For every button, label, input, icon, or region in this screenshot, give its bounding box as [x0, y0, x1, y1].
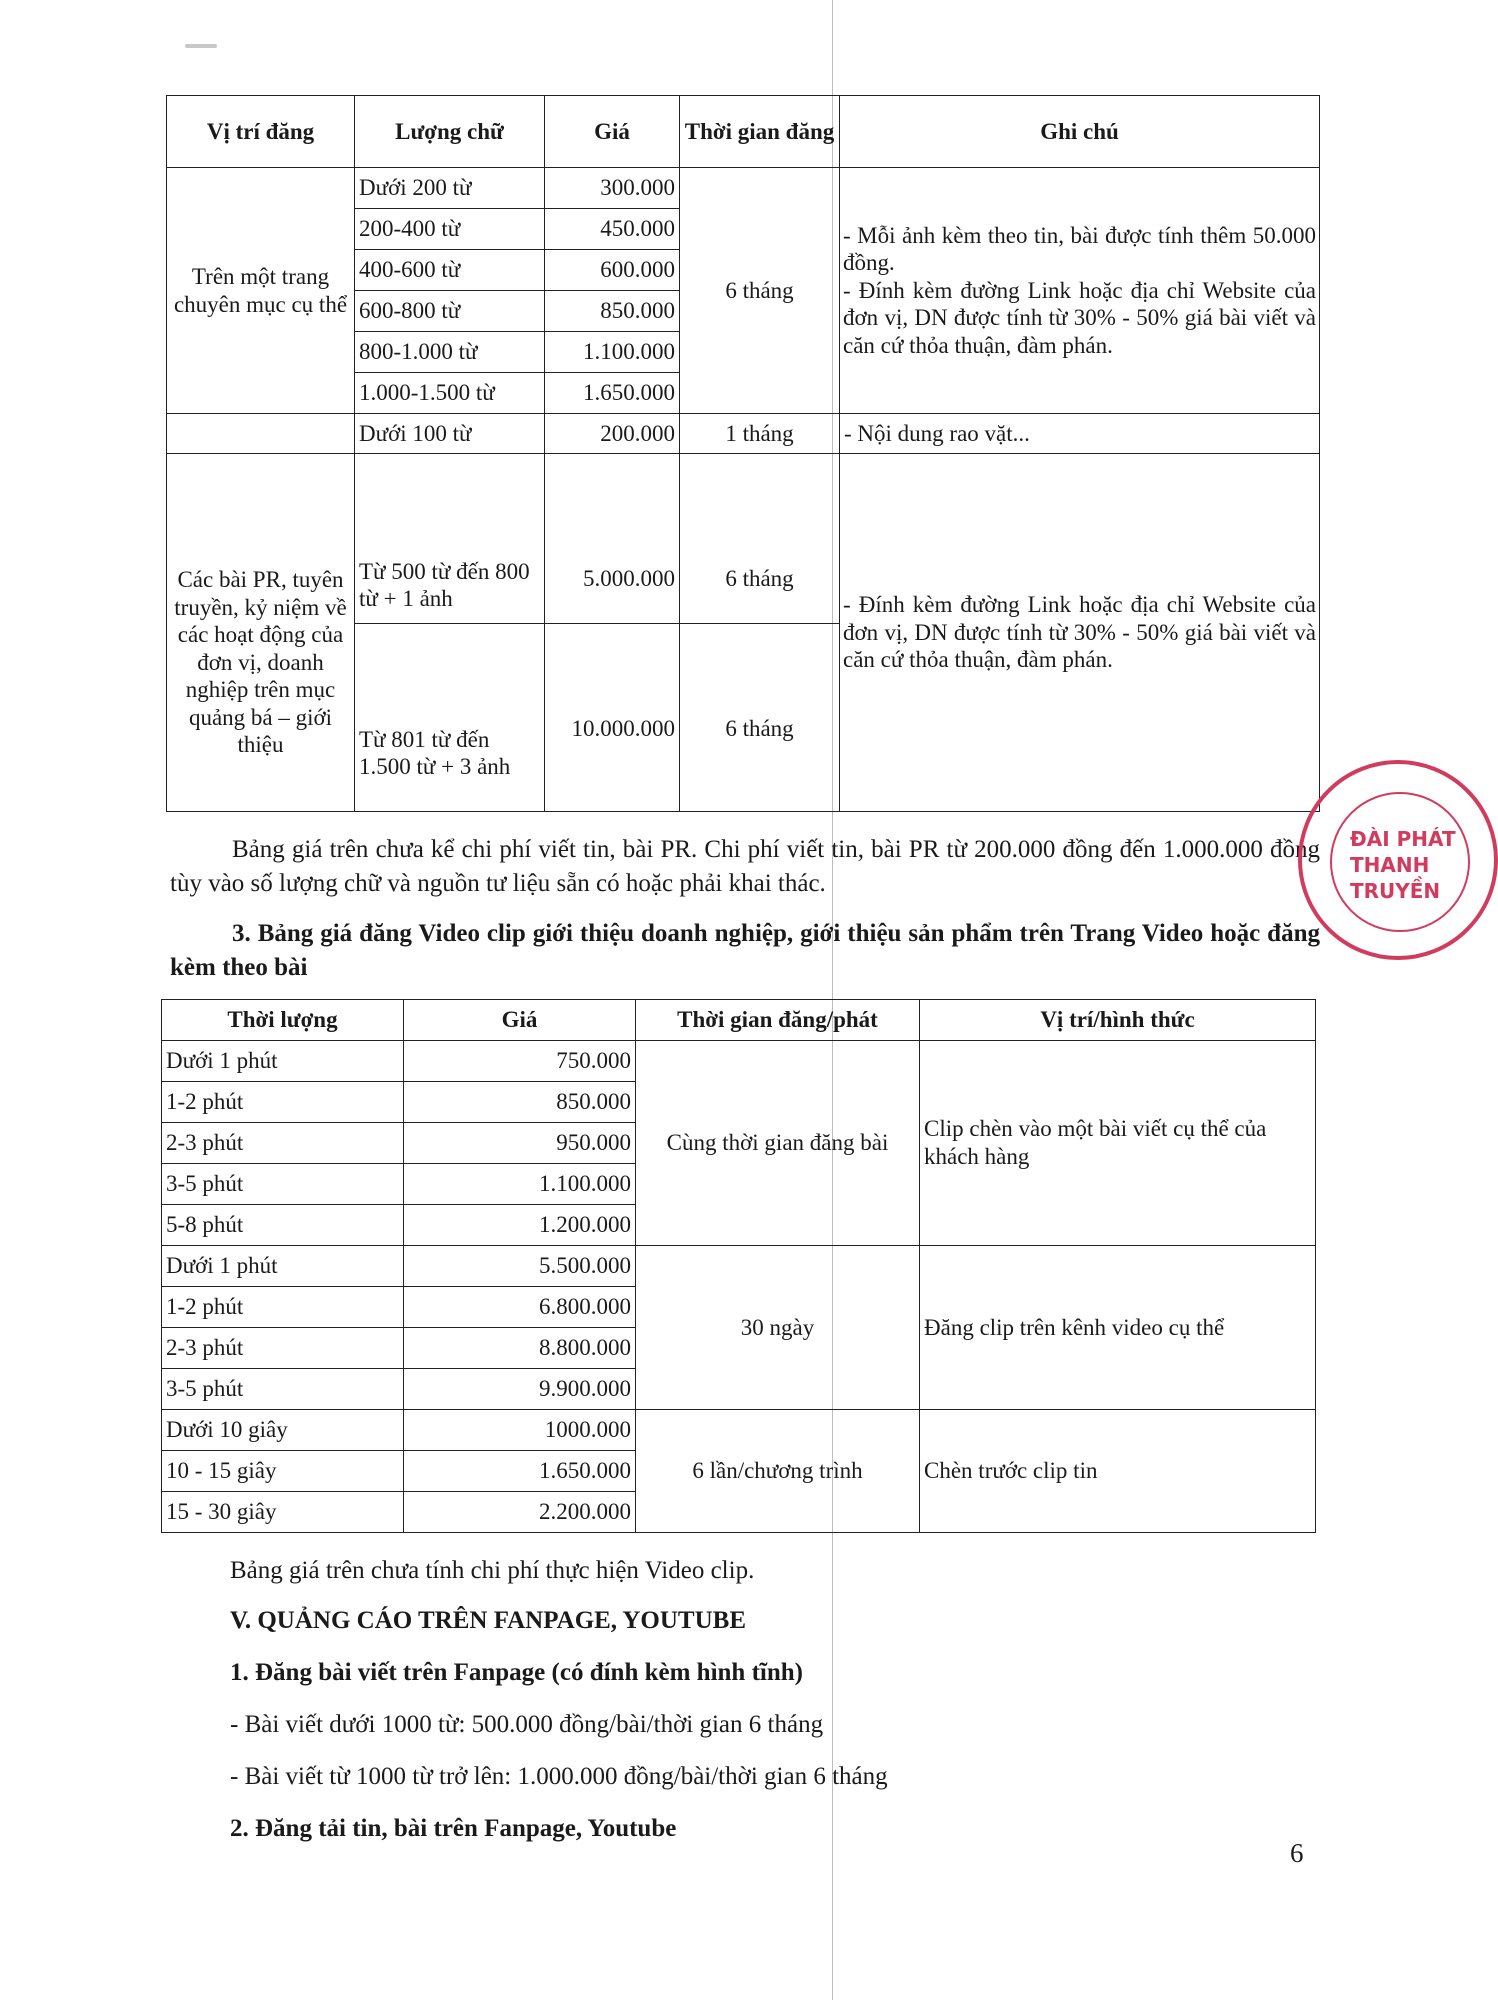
- table-row: [162, 1041, 1316, 1082]
- note-cell: - Nội dung rao vặt...: [840, 414, 1320, 454]
- position-cell: Các bài PR, tuyên truyền, kỷ niệm về các hoạt động của đơn vị, doanh nghiệp trên mục quảng bá – giới thiệu: [167, 454, 355, 812]
- header-note: Ghi chú: [840, 96, 1320, 168]
- header-price: Giá: [404, 1000, 636, 1041]
- price-cell: 8.800.000: [404, 1328, 636, 1369]
- note-cell: - Mỗi ảnh kèm theo tin, bài được tính thêm 50.000 đồng. - Đính kèm đường Link hoặc địa chỉ Website của đơn vị, DN được tính từ 30% - 50% giá bài viết và căn cứ thỏa thuận, đàm phán.: [840, 168, 1320, 414]
- price-cell: 850.000: [404, 1082, 636, 1123]
- price-cell: 950.000: [404, 1123, 636, 1164]
- price-cell: 1.650.000: [404, 1451, 636, 1492]
- header-time: Thời gian đăng/phát: [636, 1000, 920, 1041]
- duration-cell: 15 - 30 giây: [162, 1492, 404, 1533]
- position-cell: Đăng clip trên kênh video cụ thể: [920, 1246, 1316, 1410]
- header-price: Giá: [545, 96, 680, 168]
- duration-cell: 2-3 phút: [162, 1123, 404, 1164]
- table-row: [162, 1246, 1316, 1287]
- pr-price-note: Bảng giá trên chưa kể chi phí viết tin, bài PR. Chi phí viết tin, bài PR từ 200.000 đồng đến 1.000.000 đồng tùy vào số lượng chữ và nguồn tư liệu sẵn có hoặc phải khai thác.: [170, 836, 1320, 897]
- duration-cell: 1-2 phút: [162, 1287, 404, 1328]
- price-cell: 450.000: [545, 209, 680, 250]
- youtube-subsection-title: 2. Đăng tải tin, bài trên Fanpage, Youtube: [230, 1815, 677, 1842]
- price-cell: 300.000: [545, 168, 680, 209]
- page-number: 6: [1290, 1838, 1304, 1868]
- header-time: Thời gian đăng: [680, 96, 840, 168]
- header-duration: Thời lượng: [162, 1000, 404, 1041]
- time-cell: 6 lần/chương trình: [636, 1410, 920, 1533]
- table-row: [167, 168, 1320, 209]
- time-cell: 30 ngày: [636, 1246, 920, 1410]
- header-words: Lượng chữ: [355, 96, 545, 168]
- duration-cell: 1-2 phút: [162, 1082, 404, 1123]
- words-cell: Từ 500 từ đến 800 từ + 1 ảnh: [355, 454, 545, 624]
- words-cell: Dưới 200 từ: [355, 168, 545, 209]
- duration-cell: Dưới 1 phút: [162, 1246, 404, 1287]
- words-cell: 1.000-1.500 từ: [355, 373, 545, 414]
- seal-text: ĐÀI PHÁT THANH TRUYỀN: [1350, 827, 1456, 903]
- price-cell: 6.800.000: [404, 1287, 636, 1328]
- price-cell: 1.200.000: [404, 1205, 636, 1246]
- time-cell: 6 tháng: [680, 624, 840, 812]
- price-cell: 750.000: [404, 1041, 636, 1082]
- words-cell: 800-1.000 từ: [355, 332, 545, 373]
- price-cell: 850.000: [545, 291, 680, 332]
- position-cell: Clip chèn vào một bài viết cụ thể của khách hàng: [920, 1041, 1316, 1246]
- duration-cell: 3-5 phút: [162, 1164, 404, 1205]
- price-cell: 9.900.000: [404, 1369, 636, 1410]
- words-cell: 400-600 từ: [355, 250, 545, 291]
- price-cell: 600.000: [545, 250, 680, 291]
- position-cell: [167, 414, 355, 454]
- duration-cell: 5-8 phút: [162, 1205, 404, 1246]
- section-3-title: 3. Bảng giá đăng Video clip giới thiệu doanh nghiệp, giới thiệu sản phẩm trên Trang Video hoặc đăng kèm theo bài: [170, 920, 1320, 981]
- time-cell: 1 tháng: [680, 414, 840, 454]
- price-cell: 1000.000: [404, 1410, 636, 1451]
- position-cell: Trên một trang chuyên mục cụ thể: [167, 168, 355, 414]
- table-row: [167, 414, 1320, 454]
- fanpage-price-item: - Bài viết dưới 1000 từ: 500.000 đồng/bài/thời gian 6 tháng: [230, 1711, 824, 1738]
- time-cell: 6 tháng: [680, 168, 840, 414]
- price-cell: 1.100.000: [545, 332, 680, 373]
- section-5-title: V. QUẢNG CÁO TRÊN FANPAGE, YOUTUBE: [230, 1607, 747, 1634]
- duration-cell: Dưới 10 giây: [162, 1410, 404, 1451]
- words-cell: Dưới 100 từ: [355, 414, 545, 454]
- duration-cell: Dưới 1 phút: [162, 1041, 404, 1082]
- note-cell: - Đính kèm đường Link hoặc địa chỉ Website của đơn vị, DN được tính từ 30% - 50% giá bài viết và căn cứ thỏa thuận, đàm phán.: [840, 454, 1320, 812]
- price-cell: 1.650.000: [545, 373, 680, 414]
- price-cell: 5.000.000: [545, 454, 680, 624]
- official-seal-stamp: [1298, 760, 1498, 960]
- video-price-note: Bảng giá trên chưa tính chi phí thực hiện Video clip.: [230, 1557, 755, 1584]
- duration-cell: 10 - 15 giây: [162, 1451, 404, 1492]
- position-cell: Chèn trước clip tin: [920, 1410, 1316, 1533]
- duration-cell: 2-3 phút: [162, 1328, 404, 1369]
- time-cell: 6 tháng: [680, 454, 840, 624]
- words-cell: 200-400 từ: [355, 209, 545, 250]
- table-row: [162, 1410, 1316, 1451]
- header-position: Vị trí/hình thức: [920, 1000, 1316, 1041]
- words-cell: Từ 801 từ đến 1.500 từ + 3 ảnh: [355, 624, 545, 812]
- price-cell: 1.100.000: [404, 1164, 636, 1205]
- words-cell: 600-800 từ: [355, 291, 545, 332]
- time-cell: Cùng thời gian đăng bài: [636, 1041, 920, 1246]
- scan-mark: [185, 44, 217, 48]
- header-position: Vị trí đăng: [167, 96, 355, 168]
- article-price-table: [166, 95, 1320, 812]
- price-cell: 200.000: [545, 414, 680, 454]
- fanpage-price-item: - Bài viết từ 1000 từ trở lên: 1.000.000 đồng/bài/thời gian 6 tháng: [230, 1763, 888, 1790]
- price-cell: 2.200.000: [404, 1492, 636, 1533]
- duration-cell: 3-5 phút: [162, 1369, 404, 1410]
- video-price-table: [161, 999, 1316, 1533]
- price-cell: 10.000.000: [545, 624, 680, 812]
- table-row: [167, 454, 1320, 624]
- fanpage-subsection-title: 1. Đăng bài viết trên Fanpage (có đính kèm hình tĩnh): [230, 1659, 803, 1686]
- price-cell: 5.500.000: [404, 1246, 636, 1287]
